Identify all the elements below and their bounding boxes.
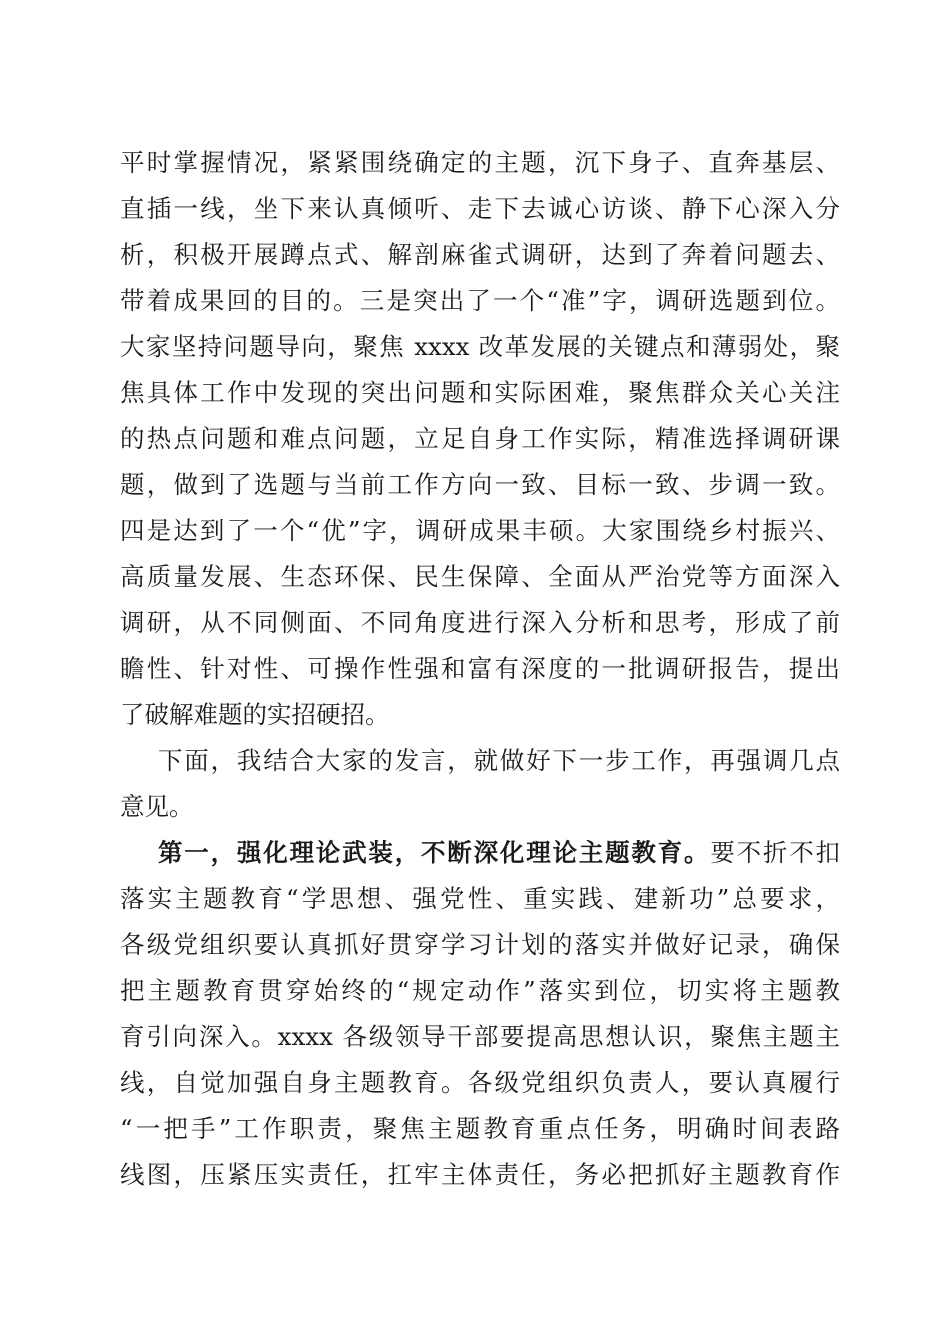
text-line: 线图，压紧压实责任，扛牢主体责任，务必把抓好主题教育作 <box>120 1160 840 1189</box>
text-line: 大家坚持问题导向，聚焦 xxxx 改革发展的关键点和薄弱处，聚 <box>120 332 840 361</box>
text-line: 直插一线，坐下来认真倾听、走下去诚心访谈、静下心深入分 <box>120 194 840 223</box>
text-line: 高质量发展、生态环保、民生保障、全面从严治党等方面深入 <box>120 562 840 591</box>
text-run: 要不折不扣 <box>710 838 840 867</box>
text-line: 析，积极开展蹲点式、解剖麻雀式调研，达到了奔着问题去、 <box>120 240 840 269</box>
text-line: 四是达到了一个“优”字，调研成果丰硕。大家围绕乡村振兴、 <box>120 516 840 545</box>
text-line: 育引向深入。xxxx 各级领导干部要提高思想认识，聚焦主题主 <box>120 1022 840 1051</box>
text-line <box>120 830 840 876</box>
paragraph-3 <box>120 830 840 1198</box>
text-line: 瞻性、针对性、可操作性强和富有深度的一批调研报告，提出 <box>120 654 840 683</box>
text-line: 线，自觉加强自身主题教育。各级党组织负责人，要认真履行 <box>120 1068 840 1097</box>
text-line: 带着成果回的目的。三是突出了一个“准”字，调研选题到位。 <box>120 286 840 315</box>
paragraph-1 <box>120 140 840 738</box>
text-line: 各级党组织要认真抓好贯穿学习计划的落实并做好记录，确保 <box>120 930 840 959</box>
text-line: 的热点问题和难点问题，立足自身工作实际，精准选择调研课 <box>120 424 840 453</box>
text-line: 把主题教育贯穿始终的“规定动作”落实到位，切实将主题教 <box>120 976 840 1005</box>
text-line: 题，做到了选题与当前工作方向一致、目标一致、步调一致。 <box>120 470 840 499</box>
text-line: 落实主题教育“学思想、强党性、重实践、建新功”总要求， <box>120 884 840 913</box>
section-heading: 第一，强化理论武装，不断深化理论主题教育。 <box>158 838 711 867</box>
text-line: 平时掌握情况，紧紧围绕确定的主题，沉下身子、直奔基层、 <box>120 148 840 177</box>
text-line: 焦具体工作中发现的突出问题和实际困难，聚焦群众关心关注 <box>120 378 840 407</box>
text-line: 调研，从不同侧面、不同角度进行深入分析和思考，形成了前 <box>120 608 840 637</box>
text-line: 了破解难题的实招硬招。 <box>120 700 390 729</box>
text-line: 意见。 <box>120 792 194 821</box>
paragraph-2 <box>120 738 840 830</box>
body-text <box>120 140 840 1198</box>
text-line: 下面，我结合大家的发言，就做好下一步工作，再强调几点 <box>158 746 840 775</box>
text-line: “一把手”工作职责，聚焦主题教育重点任务，明确时间表路 <box>120 1114 840 1143</box>
